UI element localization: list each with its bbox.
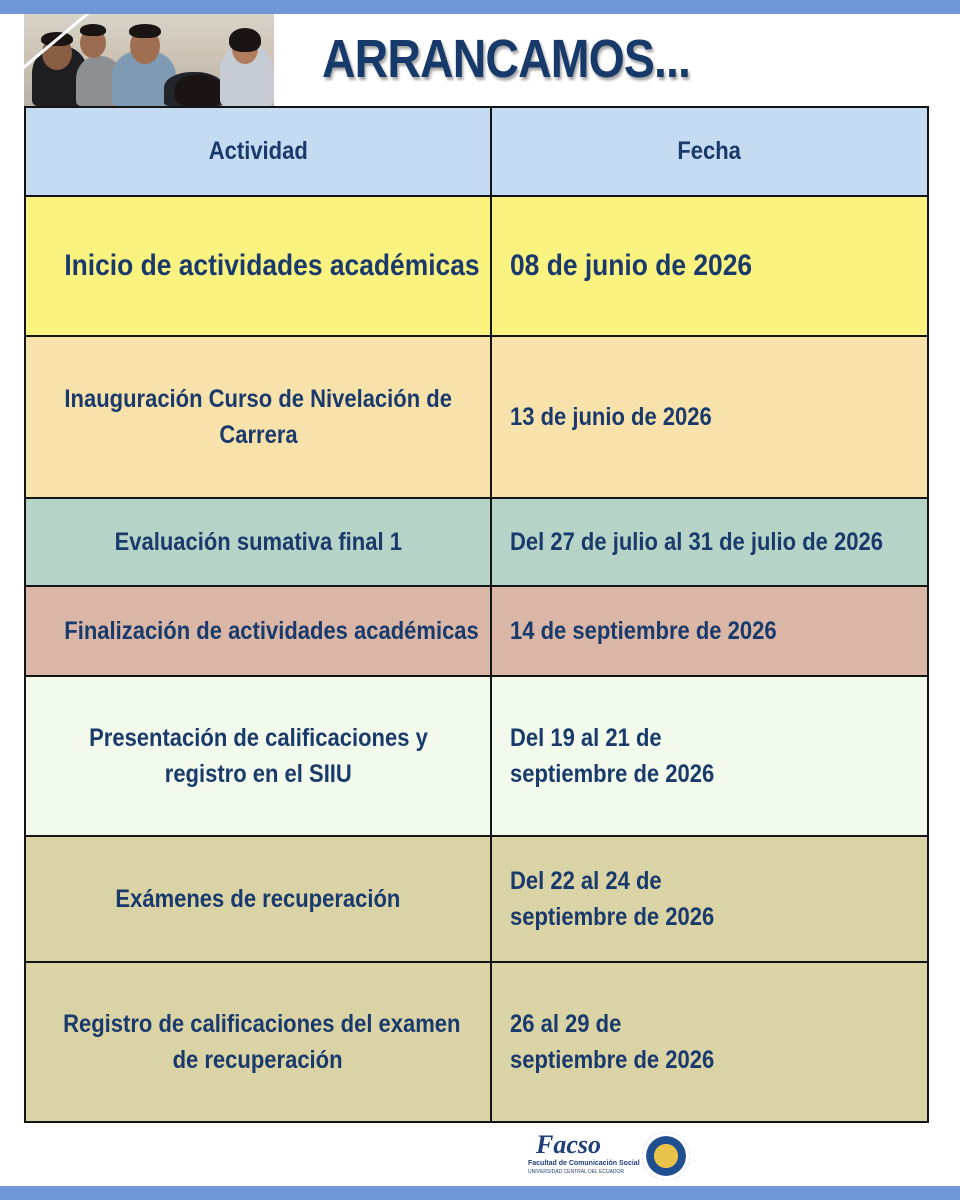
date-line: 13 de junio de 2026 [510,403,712,431]
date-cell [491,196,928,336]
table-header-row [25,107,928,196]
date-cell [491,498,928,586]
table-row [25,676,928,836]
activity-line: de recuperación [173,1046,343,1074]
facso-logo-text: Facso [536,1130,601,1159]
date-line: Del 19 al 21 de [510,724,662,752]
activity-cell [25,196,491,336]
activity-line: Carrera [218,421,298,449]
activity-cell [25,836,491,962]
date-line: Del 22 al 24 de [510,867,662,895]
activity-cell [25,962,491,1122]
activity-line: Inauguración Curso de Nivelación de [64,385,452,413]
table-row [25,196,928,336]
top-color-band [0,0,960,14]
table-row [25,962,928,1122]
column-header-date: Fecha [491,107,928,196]
date-line: 26 al 29 de [510,1010,622,1038]
activity-line: Registro de calificaciones del examen [63,1010,461,1038]
facso-logo-subtitle: Facultad de Comunicación Social [528,1160,640,1167]
page-title: ARRANCAMOS... [322,29,691,89]
activity-cell [25,586,491,676]
facso-logo [526,1130,640,1180]
bottom-color-band [0,1186,960,1200]
activity-line: Exámenes de recuperación [115,885,401,913]
date-line: septiembre de 2026 [510,1046,715,1074]
date-line: septiembre de 2026 [510,760,715,788]
activity-line: Finalización de actividades académicas [64,617,479,645]
activity-cell [25,498,491,586]
table-row [25,836,928,962]
date-cell [491,586,928,676]
date-cell [491,676,928,836]
activity-line: Evaluación sumativa final 1 [114,528,402,556]
date-line: 08 de junio de 2026 [510,249,753,282]
activity-line: Presentación de calificaciones y [88,724,428,752]
activity-cell [25,336,491,498]
activity-line: registro en el SIIU [164,760,352,788]
activity-schedule-table [24,106,929,1123]
activity-cell [25,676,491,836]
date-cell [491,836,928,962]
date-line: septiembre de 2026 [510,903,715,931]
table-row [25,498,928,586]
date-cell [491,962,928,1122]
column-header-activity: Actividad [25,107,491,196]
footer-logos [526,1130,706,1182]
activity-line: Inicio de actividades académicas [64,249,480,282]
university-seal-icon [642,1132,690,1180]
facso-logo-university: UNIVERSIDAD CENTRAL DEL ECUADOR [528,1169,625,1175]
date-cell [491,336,928,498]
table-row [25,586,928,676]
date-line: Del 27 de julio al 31 de julio de 2026 [510,528,883,556]
table-row [25,336,928,498]
students-photo [24,14,274,106]
date-line: 14 de septiembre de 2026 [510,617,777,645]
